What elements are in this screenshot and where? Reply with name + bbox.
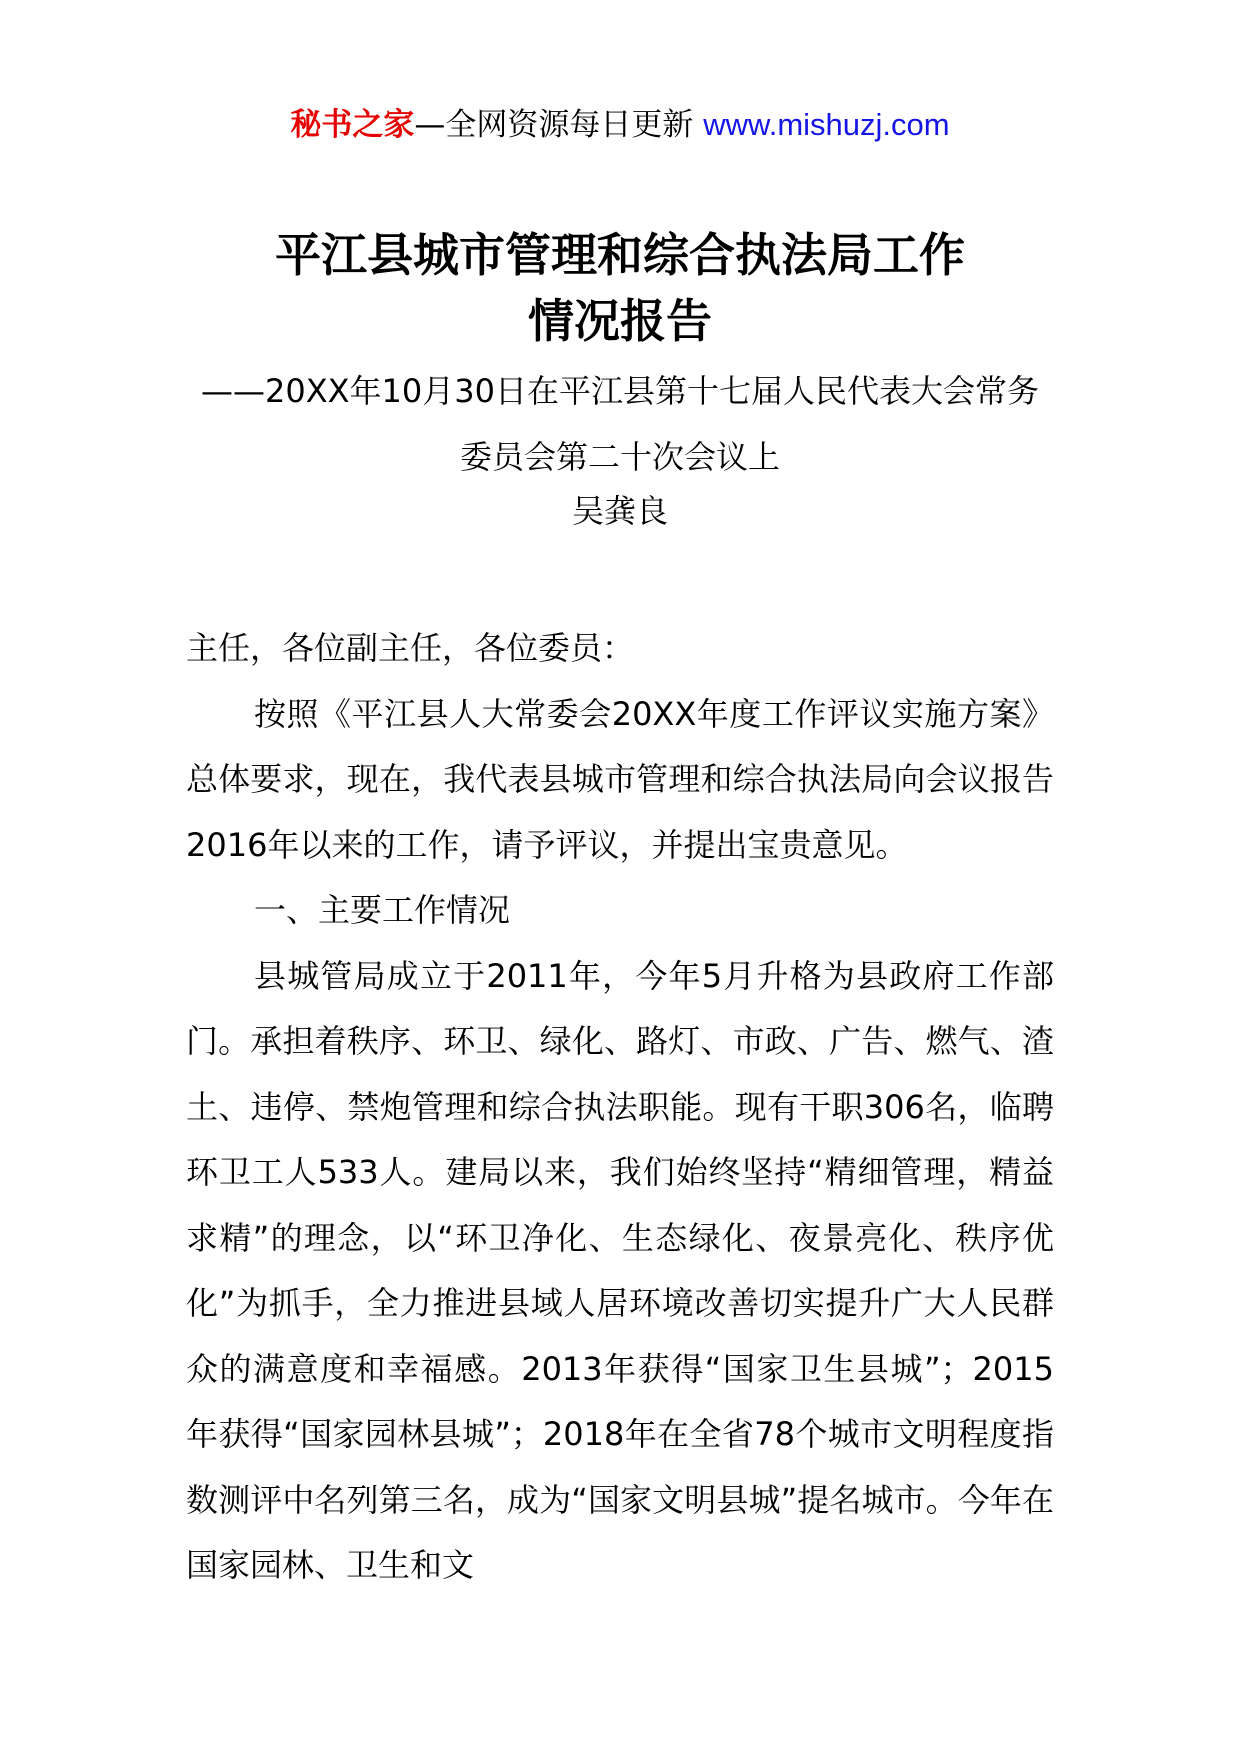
header-slogan: —全网资源每日更新 xyxy=(414,107,694,143)
site-url-link[interactable]: www.mishuzj.com xyxy=(703,107,950,142)
document-title-line2: 情况报告 xyxy=(528,294,712,348)
brand-name: 秘书之家 xyxy=(290,107,415,143)
paragraph-intro: 按照《平江县人大常委会20XX年度工作评议实施方案》总体要求，现在，我代表县城市管理和综合执法局向会议报告2016年以来的工作，请予评议，并提出宝贵意见。 xyxy=(186,694,1054,864)
author-name: 吴龚良 xyxy=(571,492,668,530)
paragraph-overview: 县城管局成立于2011年，今年5月升格为县政府工作部门。承担着秩序、环卫、绿化、路灯、市政、广告、燃气、渣土、违停、禁炮管理和综合执法职能。现有干职306名，临聘环卫工人533人。建局以来，我们始终坚持“精细管理，精益求精”的理念，以“环卫净化、生态绿化、夜景亮化、秩序优化”为抓手，全力推进县域人居环境改善切实提升广大人民群众的满意度和幸福感。2013年获得“国家卫生县城”；2015年获得“国家园林县城”；2018年在全省78个城市文明程度指数测评中名列第三名，成为“国家文明县城”提名城市。今年在国家园林、卫生和文 xyxy=(186,956,1054,1584)
document-title-line1: 平江县城市管理和综合执法局工作 xyxy=(275,228,965,282)
salutation: 主任，各位副主任，各位委员： xyxy=(186,629,635,667)
site-header xyxy=(0,100,1240,150)
document-subtitle: ——20XX年10月30日在平江县第十七届人民代表大会常务委员会第二十次会议上 xyxy=(200,372,1039,476)
section-heading: 一、主要工作情况 xyxy=(254,891,511,929)
document-body xyxy=(186,616,1054,1599)
